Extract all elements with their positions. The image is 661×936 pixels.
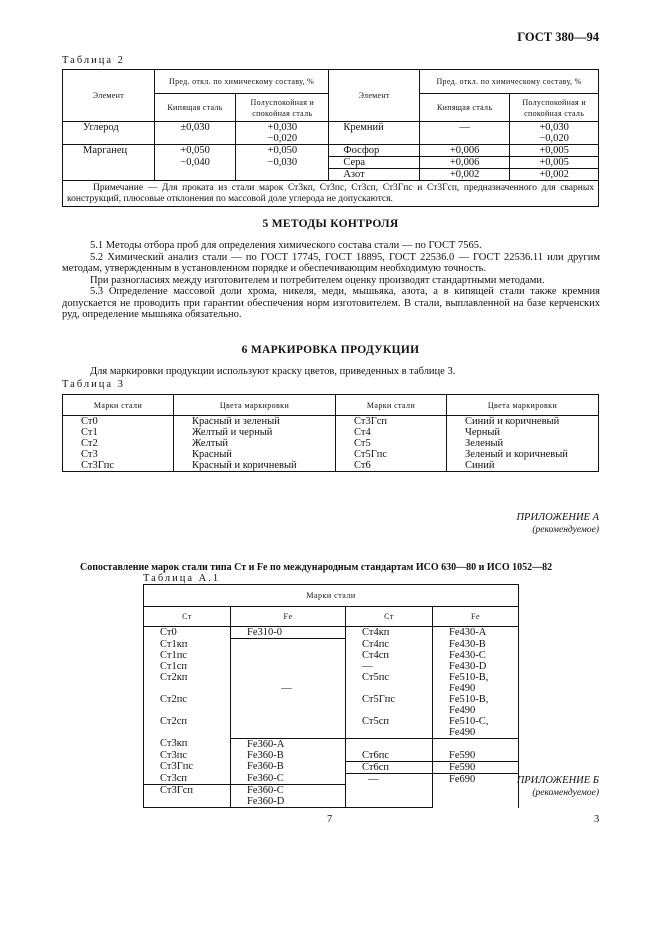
ta1-cell [144,796,231,808]
t2-cell: +0,005 [510,145,599,157]
table-row [144,773,519,785]
t2-cell: — [420,122,510,134]
appendix-a-heading [516,512,599,536]
page-number-center: 7 [327,814,333,825]
t2-cell: +0,050 [154,145,235,157]
ta1-cell [346,785,433,797]
ta1-cell: Ст0 [144,627,231,639]
t2-header-group-right: Пред. откл. по химическому составу, % [420,70,599,94]
paragraph: 5.1 Методы отбора проб для определения химического состава стали — по ГОСТ 7565. [90,240,482,251]
t3-cell: Зеленый и коричневый [447,449,599,460]
ta1-cell: Fe360-B [231,761,346,773]
t2-cell: +0,002 [510,169,599,181]
t2-header-rimmed: Кипящая сталь [154,94,235,122]
t2-header-group: Пред. откл. по химическому составу, % [154,70,329,94]
t3-cell: Ст4 [336,427,447,438]
ta1-cell: Ст3Гсп [144,785,231,797]
appendix-b-subtitle: (рекомендуемое) [532,788,599,798]
ta1-cell: Fe360-C [231,773,346,785]
ta1-cell: Fe310-0 [231,627,346,639]
table-row [63,460,599,472]
table-row [63,449,599,460]
table-row [63,427,599,438]
ta1-cell: Ст1сп [144,661,231,672]
ta1-cell: Fe430-D [433,661,519,672]
table-row [63,133,599,145]
t2-cell: Углерод [63,122,155,134]
table-a1 [143,584,519,808]
ta1-cell: Fe430-C [433,650,519,661]
t3-cell: Ст3Гпс [63,460,174,472]
ta1-cell: Fe360-A [231,738,346,750]
ta1-header: Ст [144,607,231,627]
ta1-cell [346,796,433,808]
ta1-cell: Ст3Гпс [144,761,231,773]
t2-cell [329,133,420,145]
t2-header-semi-right: Полуспокойная и спокойная сталь [510,94,599,122]
table-row [63,438,599,449]
section-6-title: 6 МАРКИРОВКА ПРОДУКЦИИ [241,344,420,356]
table-2 [62,69,599,207]
t3-cell: Черный [447,427,599,438]
ta1-cell: Ст4пс [346,639,433,650]
t3-cell: Красный и коричневый [174,460,336,472]
ta1-cell [433,785,519,797]
table-row [63,169,599,181]
t3-cell: Синий и коричневый [447,416,599,428]
ta1-cell [433,738,519,750]
document-header: ГОСТ 380—94 [517,30,599,44]
t3-cell: Ст5 [336,438,447,449]
ta1-cell: — [346,661,433,672]
t2-cell [154,169,235,181]
t3-header: Марки стали [63,395,174,416]
ta1-group-header: Марки стали [144,585,519,607]
table-row [63,145,599,157]
ta1-cell [433,796,519,808]
t3-cell: Ст6 [336,460,447,472]
ta1-cell: Fe430-B [433,639,519,650]
ta1-cell: — [346,773,433,785]
t2-header-element: Элемент [63,70,155,122]
table-row [144,639,519,650]
ta1-header: Fe [433,607,519,627]
t2-cell: Кремний [329,122,420,134]
table-row [144,738,519,750]
t3-cell: Желтый и черный [174,427,336,438]
t3-header: Цвета маркировки [174,395,336,416]
t2-cell [154,133,235,145]
t2-cell: +0,006 [420,157,510,169]
t2-cell: −0,040 [154,157,235,169]
table-a1-caption: Таблица А.1 [143,573,221,584]
ta1-cell: Ст6сп [346,761,433,773]
table-2-caption: Таблица 2 [62,55,125,66]
t3-cell: Желтый [174,438,336,449]
t2-cell [236,169,329,181]
t2-cell: +0,030 [510,122,599,134]
t3-cell: Ст5Гпс [336,449,447,460]
paragraph: Для маркировки продукции используют краску цветов, приведенных в таблице 3. [90,366,456,377]
t3-cell: Ст3Гсп [336,416,447,428]
t3-header: Марки стали [336,395,447,416]
t2-cell: Фосфор [329,145,420,157]
ta1-cell: Fe360-C [231,785,346,797]
comparison-title: Сопоставление марок стали типа Ст и Fe по международным стандартам ИСО 630—80 и ИСО 1052—82 [80,562,553,573]
table-row [63,122,599,134]
t2-cell: −0,020 [236,133,329,145]
ta1-cell: Ст2пс [144,694,231,716]
ta1-cell [346,738,433,750]
page-number-right: 3 [594,814,600,825]
appendix-a-title: ПРИЛОЖЕНИЕ А [516,512,599,523]
t2-cell [63,157,155,169]
table-row [144,796,519,808]
ta1-cell: Fe590 [433,750,519,762]
appendix-b-title: ПРИЛОЖЕНИЕ Б [516,775,599,786]
t2-header-semi: Полуспокойная и спокойная сталь [236,94,329,122]
ta1-cell: Ст3пс [144,750,231,762]
t2-cell [420,133,510,145]
ta1-cell: Ст3кп [144,738,231,750]
ta1-header: Fe [231,607,346,627]
table-row [144,785,519,797]
t3-cell: Красный и зеленый [174,416,336,428]
t2-header-rimmed-right: Кипящая сталь [420,94,510,122]
paragraph: При разногласиях между изготовителем и потребителем оценку производят стандартными методами. [90,274,545,286]
paragraph: 5.2 Химический анализ стали — по ГОСТ 17745, ГОСТ 18895, ГОСТ 22536.0 — ГОСТ 22536.11 или другим методам, утвержденным в установленном порядке и обеспечивающим необходимую точность. [62,251,600,274]
t2-cell: +0,005 [510,157,599,169]
ta1-cell: Fe690 [433,773,519,785]
t2-cell: +0,050 [236,145,329,157]
t2-cell: +0,002 [420,169,510,181]
appendix-a-subtitle: (рекомендуемое) [532,525,599,535]
paragraph: 5.3 Определение массовой доли хрома, никеля, меди, мышьяка, азота, а в кипящей стали также кремния допускается не проводить при гарантии обеспечения норм изготовителем. В стали, выплавленной на базе керченских руд, определение мышьяка обязательно. [62,286,600,320]
t3-cell: Ст0 [63,416,174,428]
t2-cell [63,133,155,145]
ta1-cell: Ст3сп [144,773,231,785]
appendix-b-heading [517,775,599,799]
t3-cell: Ст2 [63,438,174,449]
ta1-merged-dash: — [231,639,346,739]
table-row [144,750,519,762]
t3-cell: Зеленый [447,438,599,449]
ta1-cell: Fe430-A [433,627,519,639]
t2-cell: Марганец [63,145,155,157]
t3-cell: Красный [174,449,336,460]
t2-cell: ±0,030 [154,122,235,134]
ta1-cell: Ст5Гпс [346,694,433,716]
ta1-cell: Ст5сп [346,716,433,739]
section-5-body [62,240,600,321]
t2-cell: Сера [329,157,420,169]
table-row [144,627,519,639]
ta1-cell: Fe510-C, Fe490 [433,716,519,739]
ta1-cell: Ст5пс [346,672,433,694]
t2-cell [63,169,155,181]
table-2-note: Примечание — Для проката из стали марок Ст3кп, Ст3пс, Ст3сп, Ст3Гпс и Ст3Гсп, предназначенного для сварных конструкций, плюсовые отклонения по массовой доле углерода не допускаются. [63,181,599,207]
t3-header: Цвета маркировки [447,395,599,416]
ta1-cell: Ст2сп [144,716,231,739]
ta1-cell: Fe360-B [231,750,346,762]
t3-cell: Ст1 [63,427,174,438]
t2-cell: −0,030 [236,157,329,169]
table-3 [62,394,599,472]
t2-cell: +0,030 [236,122,329,134]
t2-cell: +0,006 [420,145,510,157]
ta1-cell: Fe510-B, Fe490 [433,672,519,694]
table-row [63,416,599,428]
t3-cell: Синий [447,460,599,472]
ta1-cell: Ст2кп [144,672,231,694]
ta1-header: Ст [346,607,433,627]
table-3-caption: Таблица 3 [62,379,125,390]
t2-header-element-right: Элемент [329,70,420,122]
ta1-cell: Ст1кп [144,639,231,650]
section-6-body [62,366,600,378]
ta1-cell: Ст1пс [144,650,231,661]
ta1-cell: Fe510-B, Fe490 [433,694,519,716]
t2-cell: −0,020 [510,133,599,145]
table-row [144,761,519,773]
ta1-cell: Ст4кп [346,627,433,639]
table-row [63,157,599,169]
ta1-cell: Fe590 [433,761,519,773]
section-5-title: 5 МЕТОДЫ КОНТРОЛЯ [262,218,399,230]
t3-cell: Ст3 [63,449,174,460]
ta1-cell: Fe360-D [231,796,346,808]
ta1-cell: Ст6пс [346,750,433,762]
t2-cell: Азот [329,169,420,181]
ta1-cell: Ст4сп [346,650,433,661]
